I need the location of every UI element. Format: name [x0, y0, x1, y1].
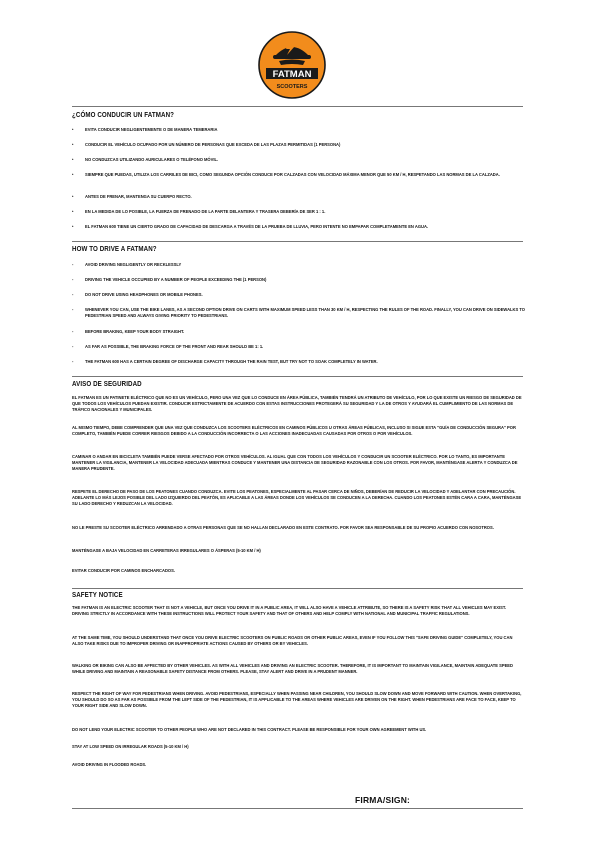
list-item-text: DRIVING THE VEHICLE OCCUPIED BY A NUMBER OF PEOPLE EXCEEDING THE (1 PERSON) — [85, 277, 267, 282]
en-howto-heading: HOW TO DRIVE A FATMAN? — [72, 245, 157, 254]
list-item — [72, 329, 536, 335]
fatman-logo — [257, 30, 327, 100]
list-item-text: EVITA CONDUCIR NEGLIGENTEMENTE O DE MANERA TEMERARIA — [85, 127, 218, 132]
list-item — [72, 172, 536, 178]
list-item-text: BEFORE BRAKING, KEEP YOUR BODY STRAIGHT. — [85, 329, 185, 334]
list-item — [72, 292, 536, 298]
paragraph: AVOID DRIVING IN FLOODED ROADS. — [72, 762, 147, 767]
list-item — [72, 344, 536, 350]
list-item — [72, 194, 536, 200]
list-item — [72, 142, 536, 148]
bullet-mark: - — [72, 329, 74, 334]
paragraph: THE FATMAN IS AN ELECTRIC SCOOTER THAT IS NOT A VEHICLE, BUT ONCE YOU DRIVE IT IN A PUBLIC AREA, IT WILL ALSO HAVE A VEHICLE ATTRIBUTE, SO THERE IS A SAFETY RISK THAT ALL VEHICLES MAY EXIST. DRIVING STRICTLY IN ACCORDANCE WITH THESE INSTRUCTIONS WILL PROTECT YOUR SAFETY AND THAT OF OTHERS AND HELP COMPLY WITH NATIONAL AND MUNICIPAL TRAFFIC REGULATIONS. — [72, 605, 507, 616]
list-item-text: NO CONDUZCAS UTILIZANDO AURICULARES O TELÉFONO MÓVIL. — [85, 157, 219, 162]
paragraph: DO NOT LEND YOUR ELECTRIC SCOOTER TO OTHER PEOPLE WHO ARE NOT DECLARED IN THIS CONTRACT. PLEASE BE RESPONSIBLE FOR YOUR OWN AGREEMENT WITH US. — [72, 727, 427, 732]
list-item-text: EL FATMAN 600 TIENE UN CIERTO GRADO DE CAPACIDAD DE DESCARGA A TRAVÉS DE LA PRUEBA DE LLUVIA, PERO INTENTE NO EMPAPAR COMPLETAMENTE EN AGUA. — [85, 224, 429, 229]
bullet-mark: • — [72, 172, 74, 177]
bullet-mark: - — [72, 292, 74, 297]
divider — [72, 808, 523, 809]
list-item-text: SIEMPRE QUE PUEDAS, UTILIZA LOS CARRILES DE BICI, COMO SEGUNDA OPCIÓN CONDUCE POR CALZADAS CON VELOCIDAD MÁXIMA MENOR QUE 50 KM / H, RESPETANDO LAS NORMAS DE LA CALZADA. — [85, 172, 500, 177]
list-item-text: THE FATMAN 600 HAS A CERTAIN DEGREE OF DISCHARGE CAPACITY THROUGH THE RAIN TEST, BUT TRY NOT TO SOAK COMPLETELY IN WATER. — [85, 359, 378, 364]
signature-label: FIRMA/SIGN: — [355, 795, 411, 805]
list-item — [72, 209, 536, 215]
list-item — [72, 307, 536, 318]
bullet-mark: • — [72, 224, 74, 229]
list-item-text: WHENEVER YOU CAN, USE THE BIKE LANES, AS A SECOND OPTION DRIVE ON CARTS WITH MAXIMUM SPEED LESS THAN 30 KM / H, RESPECTING THE RULES OF THE ROAD. FINALLY, YOU CAN DRIVE ON SIDEWALKS TO PEDESTRIAN SPEED AND ALWAYS GIVING PRIORITY TO PEDESTRIANS. — [85, 307, 525, 318]
paragraph: RESPECT THE RIGHT OF WAY FOR PEDESTRIANS WHEN DRIVING. AVOID PEDESTRIANS, ESPECIALLY WHEN PASSING NEAR CHILDREN, YOU SHOULD SLOW DOWN AND MOVE FORWARD WITH CAUTION. WHEN OVERTAKING, YOU SHOULD DO SO AS FAR AS POSSIBLE FROM THE LEFT SIDE OF THE PEDESTRIAN, IT IS APPLICABLE TO THE AREAS WHERE VEHICLES ARE DRIVEN ON THE RIGHT. WHEN PEDESTRIANS ARE FACE TO FACE, KEEP TO YOUR RIGHT SIDE AND SLOW DOWN. — [72, 691, 522, 708]
es-safety-heading: AVISO DE SEGURIDAD — [72, 380, 142, 389]
list-item-text: AS FAR AS POSSIBLE, THE BRAKING FORCE OF THE FRONT AND REAR SHOULD BE 1: 1. — [85, 344, 264, 349]
list-item-text: ANTES DE FRENAR, MANTENGA SU CUERPO RECTO. — [85, 194, 192, 199]
paragraph: MANTÉNGASE A BAJA VELOCIDAD EN CARRETERAS IRREGULARES O ÁSPERAS (5-10 KM / H) — [72, 548, 261, 553]
bullet-mark: - — [72, 277, 74, 282]
logo-brand-text: FATMAN — [272, 69, 312, 80]
es-howto-heading: ¿CÓMO CONDUCIR UN FATMAN? — [72, 111, 175, 120]
paragraph: CAMINAR O ANDAR EN BICICLETA TAMBIÉN PUEDE VERSE AFECTADO POR OTROS VEHÍCULOS. AL IGUAL QUE CON TODOS LOS VEHÍCULOS Y CONDUCIR UN SCOOTER ELÉCTRICO. POR LO TANTO, ES IMPORTANTE MANTENER LA VIGILANCIA, MANTENER LA VELOCIDAD ADECUADA MIENTRAS CONDUCE Y MANTENER UNA DISTANCIA DE SEGURIDAD RAZONABLE CON LOS OTROS. POR FAVOR, MANTÉNGASE ALERTA Y CONDUZCA DE MANERA PRUDENTE. — [72, 454, 518, 471]
list-item-text: CONDUCIR EL VEHÍCULO OCUPADO POR UN NÚMERO DE PERSONAS QUE EXCEDA DE LAS PLAZAS PERMITIDAS (1 PERSONA) — [85, 142, 341, 147]
list-item — [72, 157, 536, 163]
paragraph: RESPETE EL DERECHO DE PASO DE LOS PEATONES CUANDO CONDUZCA. EVITE LOS PEATONES, ESPECIALMENTE AL PASAR CERCA DE NIÑOS, DEBERÍAN DE REDUCIR LA VELOCIDAD Y ADELANTAR CON PRECAUCIÓN. ADELANTE LO MÁS LEJOS POSIBLE DEL LADO IZQUIERDO DEL PEATÓN, ES APLICABLE A LAS ÁREAS DONDE LOS VEHÍCULOS SE CONDUCEN A LA DERECHA. CUANDO LOS PEATONES ESTÉN CARA A CARA, MANTÉNGASE SU LADO DERECHO Y REDUZCAN LA VELOCIDAD. — [72, 489, 522, 506]
bullet-mark: • — [72, 127, 74, 132]
fatman-mascot-icon — [257, 30, 327, 100]
paragraph: AL MISMO TIEMPO, DEBE COMPRENDER QUE UNA VEZ QUE CONDUZCA LOS SCOOTERS ELÉCTRICOS EN CAMINOS PÚBLICOS U OTRAS ÁREAS PÚBLICAS, INCLUSO SI SIGUE ESTA "GUÍA DE CONDUCCIÓN SEGURA" POR COMPLETO, TAMBIÉN PUEDE CORRER RIESGOS DEBIDO A LA CONDUCCIÓN INCORRECTA O LAS ACCIONES INADECUADAS CAUSADAS POR OTROS O POR VEHÍCULOS. — [72, 425, 516, 436]
paragraph: NO LE PRESTE SU SCOOTER ELÉCTRICO ARRENDADO A OTRAS PERSONAS QUE SE NO HALLAN DECLARADO EN ESTE CONTRATO. POR FAVOR SEA RESPONSABLE DE SU PROPIO ACUERDO CON NOSOTROS. — [72, 525, 494, 530]
paragraph: STAY AT LOW SPEED ON IRREGULAR ROADS (5-10 KM / H) — [72, 744, 189, 749]
list-item-text: AVOID DRIVING NEGLIGENTLY OR RECKLESSLY — [85, 262, 182, 267]
list-item — [72, 262, 536, 268]
list-item — [72, 359, 536, 365]
bullet-mark: - — [72, 359, 74, 364]
en-safety-heading: SAFETY NOTICE — [72, 591, 123, 600]
bullet-mark: - — [72, 344, 74, 349]
divider — [72, 106, 523, 107]
bullet-mark: • — [72, 209, 74, 214]
bullet-mark: • — [72, 157, 74, 162]
bullet-mark: • — [72, 194, 74, 199]
list-item — [72, 224, 536, 230]
list-item-text: EN LA MEDIDA DE LO POSIBLE, LA FUERZA DE FRENADO DE LA PARTE DELANTERA Y TRASERA DEBERÍA DE SER 1 : 1. — [85, 209, 326, 214]
list-item-text: DO NOT DRIVE USING HEADPHONES OR MOBILE PHONES. — [85, 292, 203, 297]
bullet-mark: - — [72, 262, 74, 267]
divider — [72, 588, 523, 589]
paragraph: AT THE SAME TIME, YOU SHOULD UNDERSTAND THAT ONCE YOU DRIVE ELECTRIC SCOOTERS ON PUBLIC ROADS OR OTHER PUBLIC AREAS, EVEN IF YOU FOLLOW THIS "SAFE DRIVING GUIDE" COMPLETELY, YOU CAN ALSO TAKE RISKS DUE TO IMPROPER DRIVING OR INAPPROPRIATE ACTIONS CAUSED BY OTHERS OR BY VEHICLES. — [72, 635, 513, 646]
divider — [72, 241, 523, 242]
divider — [72, 376, 523, 377]
logo-sub-text: SCOOTERS — [276, 84, 308, 90]
paragraph: EL FATMAN ES UN PATINETE ELÉCTRICO QUE NO ES UN VEHÍCULO, PERO UNA VEZ QUE LO CONDUCE EN ÁREA PÚBLICA, TAMBIÉN TENDRÁ UN ATRIBUTO DE VEHÍCULO, POR LO QUE EXISTE UN RIESGO DE SEGURIDAD DE QUE TODOS LOS VEHÍCULOS PUEDAN EXISTIR. CONDUCIR ESTRICTAMENTE DE ACUERDO CON ESTAS INSTRUCCIONES PROTEGERÁ SU SEGURIDAD Y LA DE OTROS Y AYUDARÁ EL CUMPLIMIENTO DE LAS NORMAS DE TRÁFICO NACIONALES Y MUNICIPALES. — [72, 395, 522, 412]
paragraph: EVITAR CONDUCIR POR CAMINOS ENCHARCADOS. — [72, 568, 175, 573]
list-item — [72, 277, 536, 283]
bullet-mark: • — [72, 142, 74, 147]
list-item — [72, 127, 536, 133]
bullet-mark: - — [72, 307, 74, 312]
paragraph: WALKING OR BIKING CAN ALSO BE AFFECTED BY OTHER VEHICLES. AS WITH ALL VEHICLES AND DRIVING AN ELECTRIC SCOOTER. THEREFORE, IT IS IMPORTANT TO MAINTAIN VIGILANCE, MAINTAIN ADEQUATE SPEED WHILE DRIVING AND MAINTAIN A REASONABLE SAFETY DISTANCE FROM OTHERS. PLEASE, STAY ALERT AND DRIVE IN A PRUDENT MANNER. — [72, 663, 513, 674]
